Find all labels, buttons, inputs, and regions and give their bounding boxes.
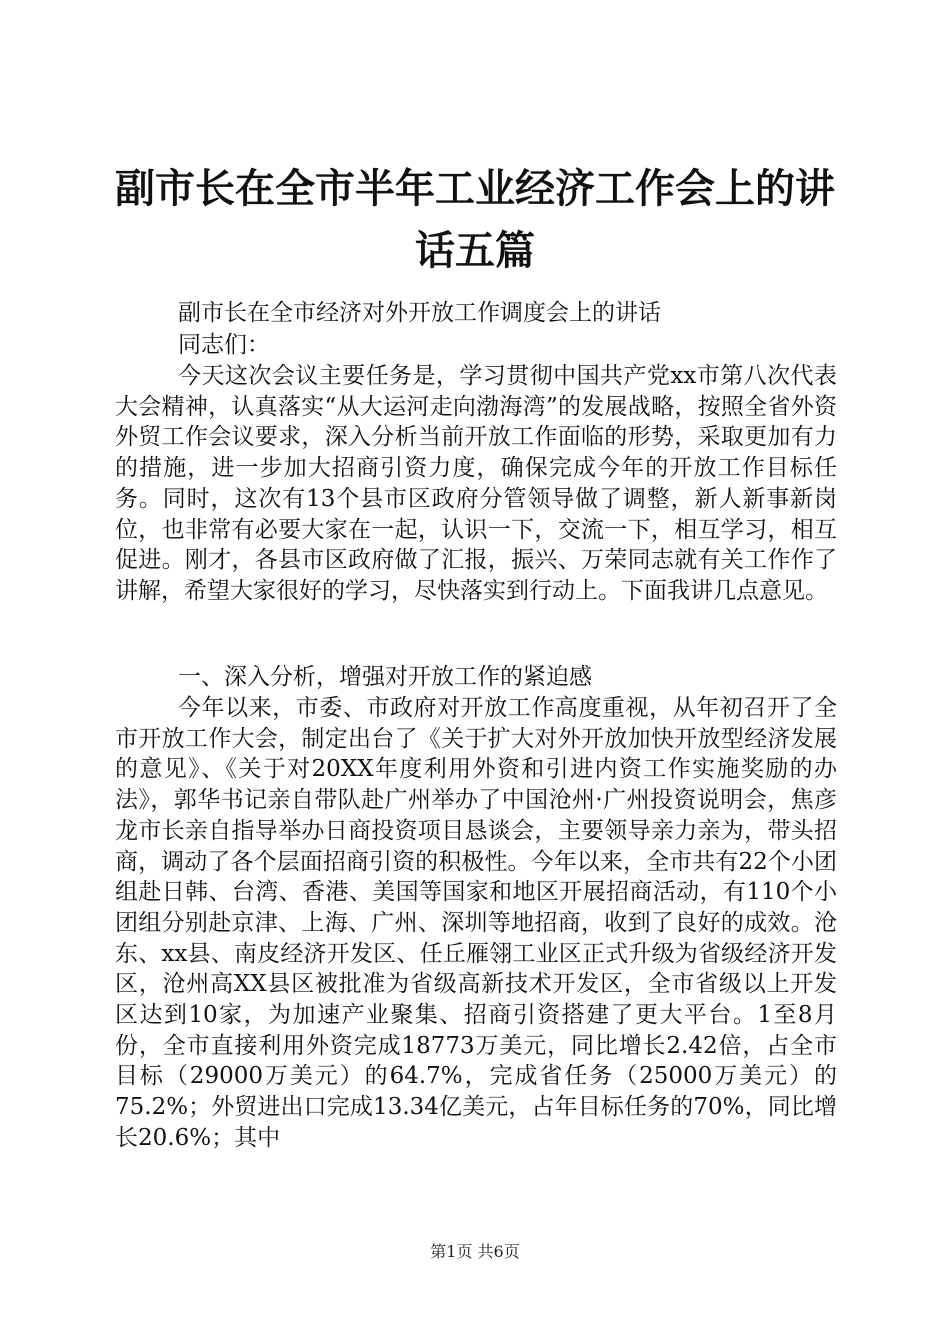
page-number-footer: 第1页 共6页	[430, 1242, 520, 1261]
section-heading-1: 一、深入分析，增强对开放工作的紧迫感	[178, 664, 592, 690]
document-title: 副市长在全市半年工业经济工作会上的讲话五篇	[115, 165, 835, 274]
paragraph-section-1: 今年以来，市委、市政府对开放工作高度重视，从年初召开了全市开放工作大会，制定出台了《关于扩大对外开放加快开放型经济发展的意见》、《关于对20XX年度利用外资和引进内资工作实施奖励的办法》，郭华书记亲自带队赴广州举办了中国沧州·广州投资说明会，焦彦龙市长亲自指导举办日商投资项目恳谈会，主要领导亲力亲为，带头招商，调动了各个层面招商引资的积极性。今年以来，全市共有22个小团组赴日韩、台湾、香港、美国等国家和地区开展招商活动，有110个小团组分别赴京津、上海、广州、深圳等地招商，收到了良好的成效。沧东、xx县、南皮经济开发区、任丘雁翎工业区正式升级为省级经济开发区，沧州高XX县区被批准为省级高新技术开发区，全市省级以上开发区达到10家，为加速产业聚集、招商引资搭建了更大平台。1至8月份，全市直接利用外资完成18773万美元，同比增长2.42倍，占全市目标（29000万美元）的64.7%，完成省任务（25000万美元）的75.2%；外贸进出口完成13.34亿美元，占年目标任务的70%，同比增长20.6%；其中	[115, 695, 837, 1151]
paragraph-intro: 今天这次会议主要任务是，学习贯彻中国共产党xx市第八次代表大会精神，认真落实“从大运河走向渤海湾”的发展战略，按照全省外资外贸工作会议要求，深入分析当前开放工作面临的形势，采取更加有力的措施，进一步加大招商引资力度，确保完成今年的开放工作目标任务。同时，这次有13个县市区政府分管领导做了调整，新人新事新岗位，也非常有必要大家在一起，认识一下，交流一下，相互学习，相互促进。刚才，各县市区政府做了汇报，振兴、万荣同志就有关工作作了讲解，希望大家很好的学习，尽快落实到行动上。下面我讲几点意见。	[115, 363, 837, 604]
speech-subtitle: 副市长在全市经济对外开放工作调度会上的讲话	[178, 300, 661, 326]
salutation: 同志们：	[178, 332, 270, 358]
